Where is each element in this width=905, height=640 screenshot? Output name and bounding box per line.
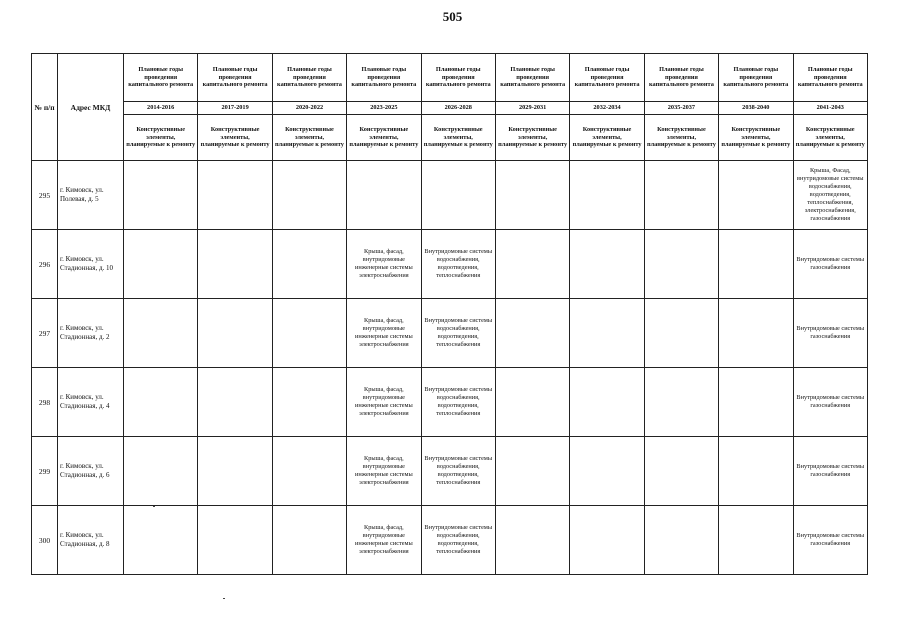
planned-elements-cell: Крыша, фасад, внутридомовые инженерные системы электроснабжения — [347, 368, 421, 437]
planned-elements-cell: Внутридомовые системы газоснабжения — [793, 299, 867, 368]
header-row-periods — [32, 54, 868, 102]
planned-elements-cell — [495, 230, 569, 299]
row-address: г. Кимовск, ул. Полевая, д. 5 — [58, 161, 124, 230]
planned-elements-cell — [570, 161, 644, 230]
planned-elements-cell: Внутридомовые системы водоснабжения, водоотведения, теплоснабжения — [421, 368, 495, 437]
planned-elements-cell — [495, 161, 569, 230]
year-range: 2035-2037 — [644, 102, 718, 115]
row-number: 300 — [32, 506, 58, 575]
planned-elements-cell — [124, 368, 198, 437]
elements-header: Конструктивные элементы, планируемые к ремонту — [570, 115, 644, 161]
planned-elements-cell — [272, 299, 346, 368]
header-row-years — [32, 102, 868, 115]
planned-elements-cell — [124, 299, 198, 368]
period-header: Плановые годы проведения капитального ремонта — [644, 54, 718, 102]
period-header: Плановые годы проведения капитального ремонта — [198, 54, 272, 102]
row-number: 295 — [32, 161, 58, 230]
year-range: 2017-2019 — [198, 102, 272, 115]
planned-elements-cell — [570, 230, 644, 299]
period-header: Плановые годы проведения капитального ремонта — [719, 54, 793, 102]
planned-elements-cell — [272, 437, 346, 506]
row-address: г. Кимовск, ул. Стадионная, д. 2 — [58, 299, 124, 368]
planned-elements-cell — [124, 506, 198, 575]
elements-header: Конструктивные элементы, планируемые к ремонту — [124, 115, 198, 161]
planned-elements-cell — [198, 506, 272, 575]
table-row — [32, 506, 868, 575]
col-address-header: Адрес МКД — [58, 54, 124, 161]
col-num-header: № п/п — [32, 54, 58, 161]
row-address: г. Кимовск, ул. Стадионная, д. 8 — [58, 506, 124, 575]
table-row — [32, 299, 868, 368]
period-header: Плановые годы проведения капитального ремонта — [793, 54, 867, 102]
planned-elements-cell: Внутридомовые системы водоснабжения, водоотведения, теплоснабжения — [421, 299, 495, 368]
planned-elements-cell — [495, 506, 569, 575]
planned-elements-cell: Крыша, Фасад, внутридомовые системы водоснабжения, водоотведения, теплоснабжения, электроснабжения, газоснабжения — [793, 161, 867, 230]
row-number: 298 — [32, 368, 58, 437]
planned-elements-cell — [198, 230, 272, 299]
period-header: Плановые годы проведения капитального ремонта — [347, 54, 421, 102]
year-range: 2023-2025 — [347, 102, 421, 115]
planned-elements-cell — [644, 437, 718, 506]
planned-elements-cell — [719, 506, 793, 575]
elements-header: Конструктивные элементы, планируемые к ремонту — [719, 115, 793, 161]
planned-elements-cell — [124, 230, 198, 299]
year-range: 2029-2031 — [495, 102, 569, 115]
planned-elements-cell — [719, 161, 793, 230]
planned-elements-cell — [570, 506, 644, 575]
scan-speck — [223, 598, 225, 599]
planned-elements-cell — [719, 299, 793, 368]
planned-elements-cell: Внутридомовые системы газоснабжения — [793, 506, 867, 575]
row-number: 297 — [32, 299, 58, 368]
planned-elements-cell: Крыша, фасад, внутридомовые инженерные системы электроснабжения — [347, 230, 421, 299]
planned-elements-cell — [347, 161, 421, 230]
planned-elements-cell — [198, 368, 272, 437]
elements-header: Конструктивные элементы, планируемые к ремонту — [495, 115, 569, 161]
repair-plan-table — [31, 53, 868, 575]
year-range: 2014-2016 — [124, 102, 198, 115]
header-row-elements — [32, 115, 868, 161]
row-address: г. Кимовск, ул. Стадионная, д. 10 — [58, 230, 124, 299]
planned-elements-cell — [644, 299, 718, 368]
elements-header: Конструктивные элементы, планируемые к ремонту — [644, 115, 718, 161]
planned-elements-cell — [570, 299, 644, 368]
planned-elements-cell — [495, 437, 569, 506]
planned-elements-cell — [495, 368, 569, 437]
planned-elements-cell — [198, 161, 272, 230]
table-row — [32, 230, 868, 299]
scan-speck — [153, 506, 155, 507]
planned-elements-cell — [570, 437, 644, 506]
period-header: Плановые годы проведения капитального ремонта — [570, 54, 644, 102]
planned-elements-cell: Крыша, фасад, внутридомовые инженерные системы электроснабжения — [347, 299, 421, 368]
planned-elements-cell: Внутридомовые системы газоснабжения — [793, 368, 867, 437]
planned-elements-cell: Внутридомовые системы газоснабжения — [793, 230, 867, 299]
planned-elements-cell: Внутридомовые системы газоснабжения — [793, 437, 867, 506]
planned-elements-cell — [719, 230, 793, 299]
planned-elements-cell — [570, 368, 644, 437]
table-row — [32, 437, 868, 506]
year-range: 2032-2034 — [570, 102, 644, 115]
year-range: 2041-2043 — [793, 102, 867, 115]
period-header: Плановые годы проведения капитального ремонта — [495, 54, 569, 102]
planned-elements-cell — [272, 506, 346, 575]
elements-header: Конструктивные элементы, планируемые к ремонту — [421, 115, 495, 161]
year-range: 2038-2040 — [719, 102, 793, 115]
planned-elements-cell: Внутридомовые системы водоснабжения, водоотведения, теплоснабжения — [421, 230, 495, 299]
elements-header: Конструктивные элементы, планируемые к ремонту — [793, 115, 867, 161]
planned-elements-cell — [495, 299, 569, 368]
period-header: Плановые годы проведения капитального ремонта — [421, 54, 495, 102]
table-row — [32, 368, 868, 437]
planned-elements-cell: Крыша, фасад, внутридомовые инженерные системы электроснабжения — [347, 437, 421, 506]
table-row — [32, 161, 868, 230]
planned-elements-cell — [644, 368, 718, 437]
planned-elements-cell — [719, 368, 793, 437]
planned-elements-cell — [124, 437, 198, 506]
planned-elements-cell — [198, 299, 272, 368]
planned-elements-cell: Внутридомовые системы водоснабжения, водоотведения, теплоснабжения — [421, 506, 495, 575]
row-address: г. Кимовск, ул. Стадионная, д. 6 — [58, 437, 124, 506]
planned-elements-cell — [644, 230, 718, 299]
planned-elements-cell — [644, 506, 718, 575]
row-number: 299 — [32, 437, 58, 506]
year-range: 2020-2022 — [272, 102, 346, 115]
row-address: г. Кимовск, ул. Стадионная, д. 4 — [58, 368, 124, 437]
planned-elements-cell — [272, 161, 346, 230]
planned-elements-cell — [719, 437, 793, 506]
planned-elements-cell — [644, 161, 718, 230]
elements-header: Конструктивные элементы, планируемые к ремонту — [347, 115, 421, 161]
planned-elements-cell — [124, 161, 198, 230]
planned-elements-cell: Крыша, фасад, внутридомовые инженерные системы электроснабжения — [347, 506, 421, 575]
page-number: 505 — [442, 9, 463, 24]
period-header: Плановые годы проведения капитального ремонта — [272, 54, 346, 102]
planned-elements-cell — [272, 230, 346, 299]
elements-header: Конструктивные элементы, планируемые к ремонту — [198, 115, 272, 161]
planned-elements-cell — [421, 161, 495, 230]
period-header: Плановые годы проведения капитального ремонта — [124, 54, 198, 102]
elements-header: Конструктивные элементы, планируемые к ремонту — [272, 115, 346, 161]
planned-elements-cell — [272, 368, 346, 437]
year-range: 2026-2028 — [421, 102, 495, 115]
row-number: 296 — [32, 230, 58, 299]
planned-elements-cell — [198, 437, 272, 506]
planned-elements-cell: Внутридомовые системы водоснабжения, водоотведения, теплоснабжения — [421, 437, 495, 506]
